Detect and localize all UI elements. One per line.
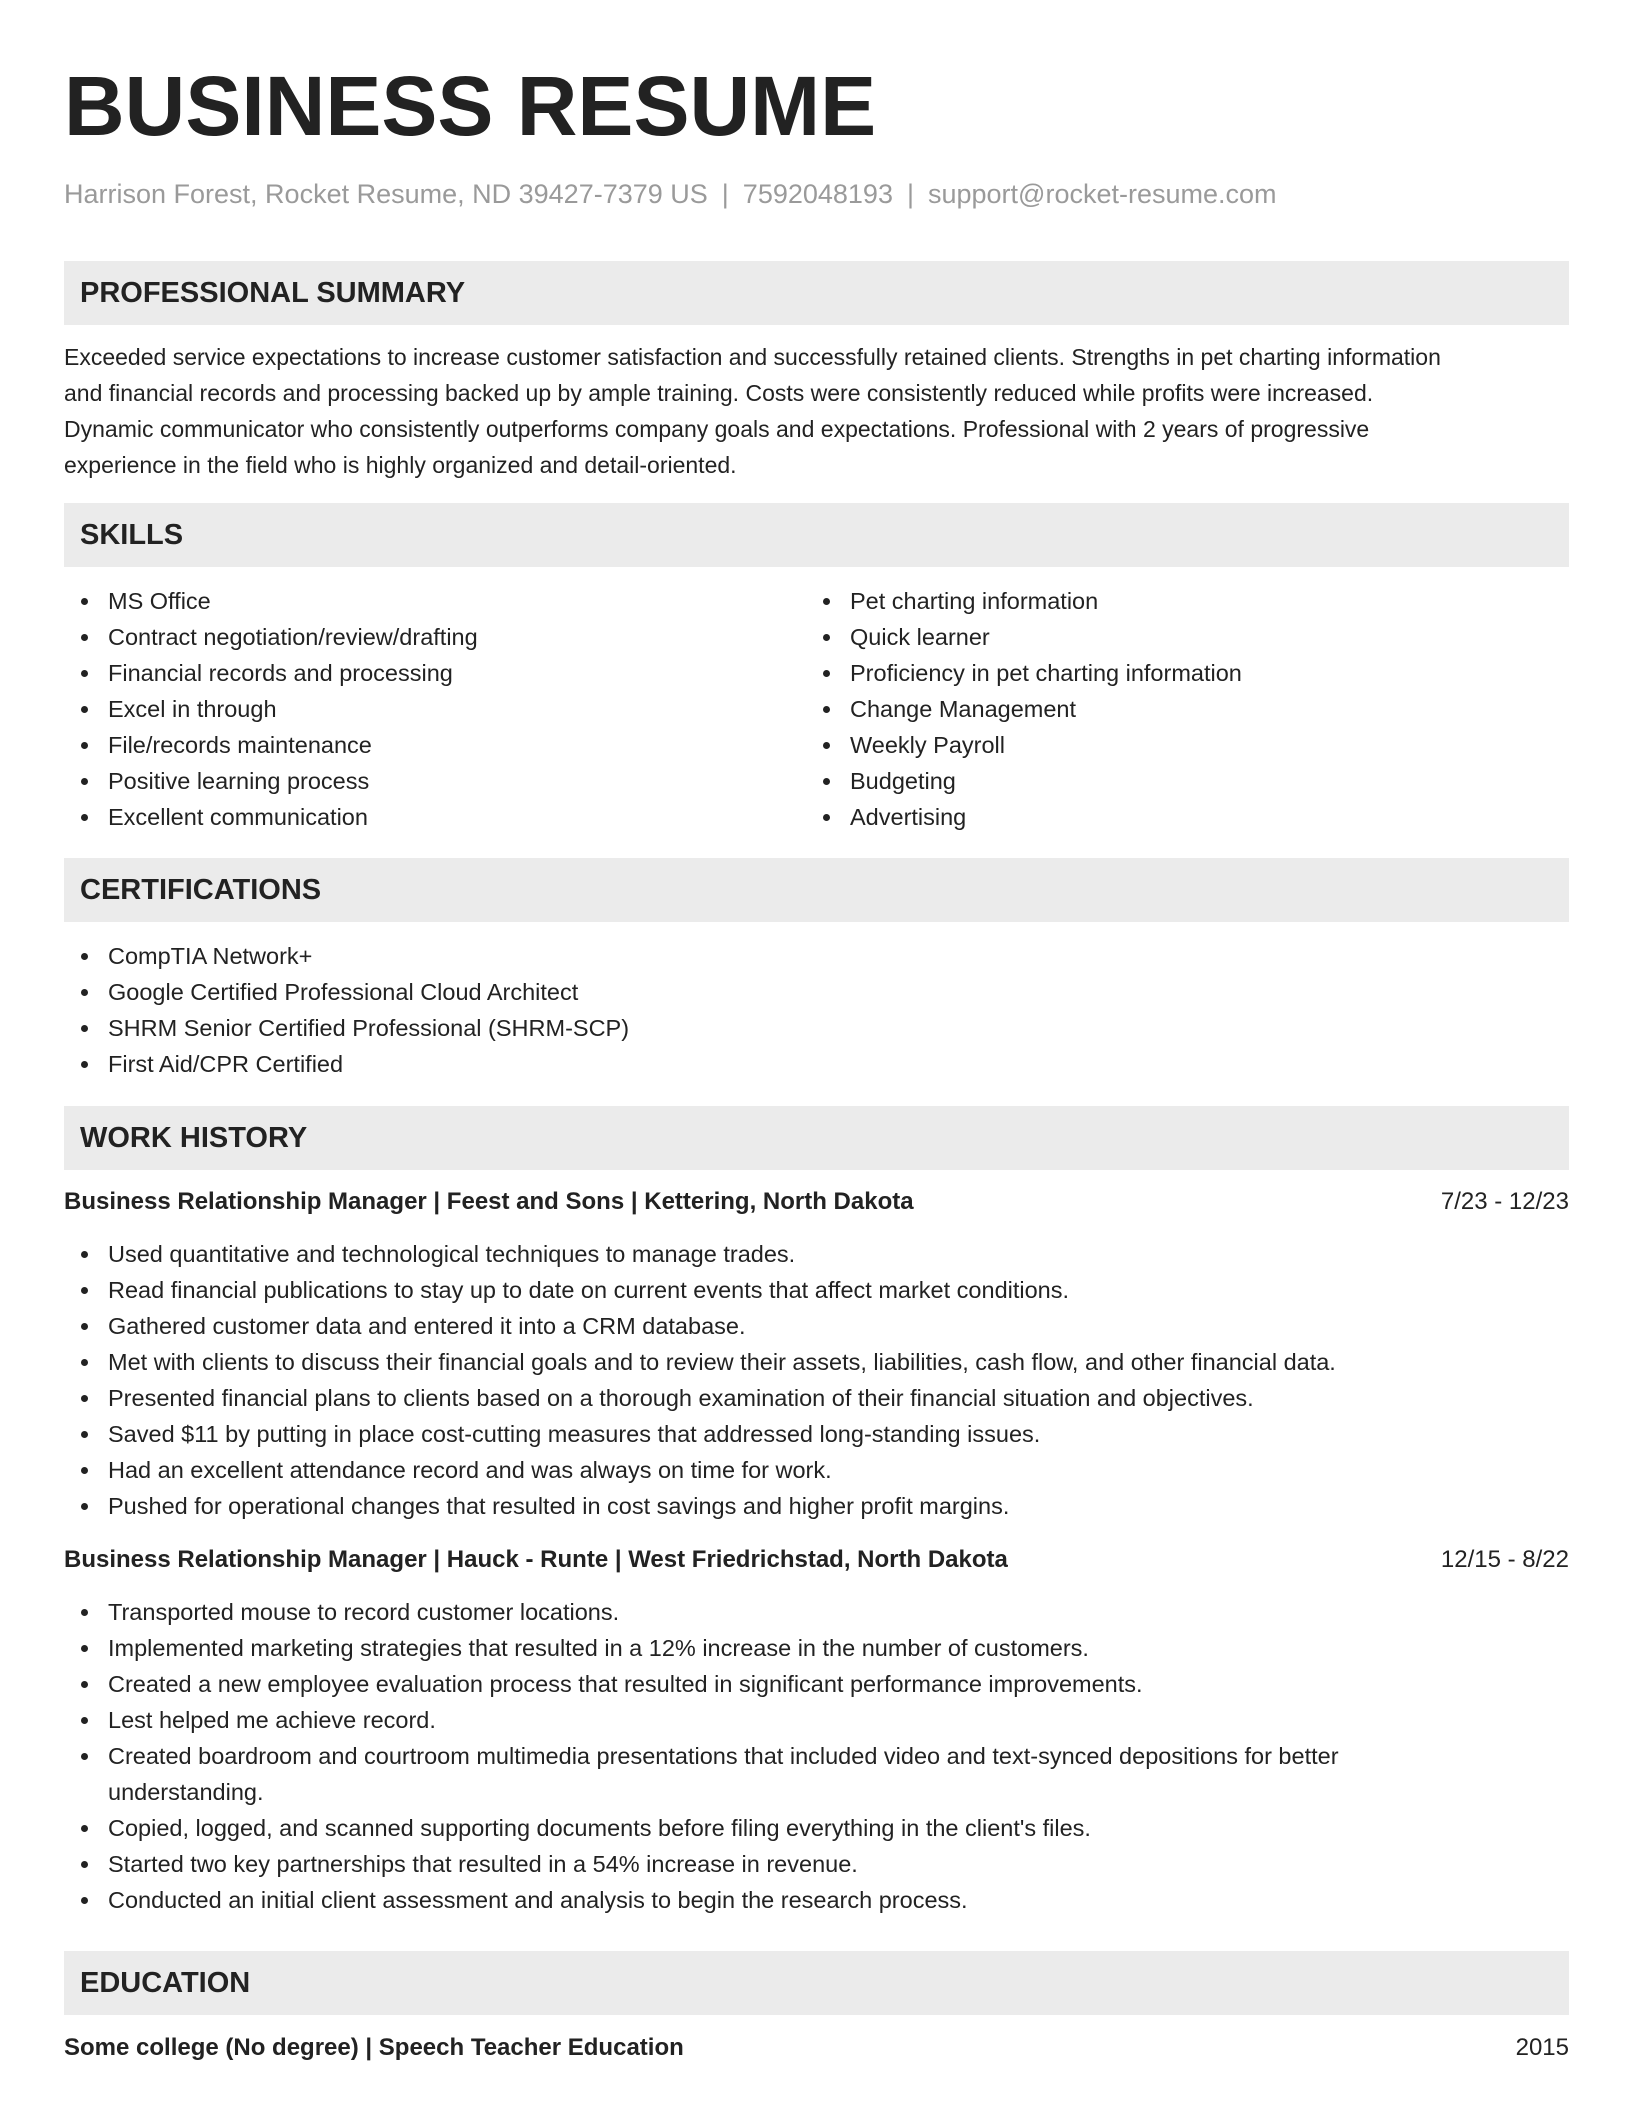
contact-phone: 7592048193 [742,179,893,209]
contact-address: Harrison Forest, Rocket Resume, ND 39427-7379 US [64,179,708,209]
job-bullets [64,1236,1569,1524]
summary-section [64,261,1569,483]
skill-item: File/records maintenance [64,727,806,763]
job-entry [64,1185,1569,1524]
job-bullet: Lest helped me achieve record. [64,1702,1569,1738]
work-history-heading: WORK HISTORY [64,1106,1569,1170]
job-header [64,1543,1569,1577]
skill-item: Excel in through [64,691,806,727]
contact-line [64,178,1569,210]
skills-grid [64,583,1569,835]
skill-item: Financial records and processing [64,655,806,691]
skills-list-left [64,583,806,835]
job-bullet: Started two key partnerships that resulted in a 54% increase in revenue. [64,1846,1569,1882]
work-history-section [64,1106,1569,1918]
contact-separator: | [721,179,729,209]
skill-item: Proficiency in pet charting information [806,655,1548,691]
job-title: Business Relationship Manager | Hauck - Runte | West Friedrichstad, North Dakota [64,1546,1008,1574]
job-bullet: Met with clients to discuss their financial goals and to review their assets, liabilities, cash flow, and other financial data. [64,1344,1569,1380]
education-section [64,1951,1569,2065]
education-entry [64,2031,1569,2065]
job-dates: 7/23 - 12/23 [1440,1188,1569,1216]
summary-text [64,339,1569,483]
job-bullet: Created boardroom and courtroom multimedia presentations that included video and text-synced depositions for better understanding. [64,1738,1569,1810]
skill-item: Change Management [806,691,1548,727]
summary-line: Exceeded service expectations to increase customer satisfaction and successfully retained clients. Strengths in pet charting information [64,344,1441,371]
certifications-list [64,938,1569,1082]
certification-item: First Aid/CPR Certified [64,1046,1569,1082]
certifications-section [64,858,1569,1082]
job-entry [64,1543,1569,1918]
skill-item: Excellent communication [64,799,806,835]
education-title: Some college (No degree) | Speech Teacher Education [64,2034,684,2062]
certifications-heading: CERTIFICATIONS [64,858,1569,922]
certification-item: SHRM Senior Certified Professional (SHRM-SCP) [64,1010,1569,1046]
job-bullets [64,1594,1569,1918]
skills-section [64,503,1569,835]
education-heading: EDUCATION [64,1951,1569,2015]
summary-line: experience in the field who is highly organized and detail-oriented. [64,452,737,479]
skill-item: Advertising [806,799,1548,835]
job-bullet: Gathered customer data and entered it into a CRM database. [64,1308,1569,1344]
job-bullet: Used quantitative and technological techniques to manage trades. [64,1236,1569,1272]
job-bullet: Presented financial plans to clients based on a thorough examination of their financial situation and objectives. [64,1380,1569,1416]
contact-email: support@rocket-resume.com [927,179,1277,209]
certification-item: CompTIA Network+ [64,938,1569,974]
job-bullet: Read financial publications to stay up to date on current events that affect market conditions. [64,1272,1569,1308]
skill-item: Quick learner [806,619,1548,655]
summary-line: Dynamic communicator who consistently outperforms company goals and expectations. Professional with 2 years of progressive [64,416,1370,443]
skill-item: MS Office [64,583,806,619]
summary-line: and financial records and processing backed up by ample training. Costs were consistently reduced while profits were increased. [64,380,1374,407]
job-bullet: Implemented marketing strategies that resulted in a 12% increase in the number of customers. [64,1630,1569,1666]
job-bullet: Transported mouse to record customer locations. [64,1594,1569,1630]
job-bullet: Had an excellent attendance record and was always on time for work. [64,1452,1569,1488]
contact-separator: | [906,179,914,209]
job-dates: 12/15 - 8/22 [1440,1546,1569,1574]
job-bullet: Copied, logged, and scanned supporting documents before filing everything in the client's files. [64,1810,1569,1846]
job-bullet: Created a new employee evaluation process that resulted in significant performance improvements. [64,1666,1569,1702]
job-bullet: Pushed for operational changes that resulted in cost savings and higher profit margins. [64,1488,1569,1524]
skill-item: Weekly Payroll [806,727,1548,763]
skill-item: Contract negotiation/review/drafting [64,619,806,655]
skill-item: Pet charting information [806,583,1548,619]
education-year: 2015 [1515,2034,1569,2062]
resume-title: BUSINESS RESUME [64,59,877,153]
skill-item: Budgeting [806,763,1548,799]
summary-heading: PROFESSIONAL SUMMARY [64,261,1569,325]
job-header [64,1185,1569,1219]
skills-heading: SKILLS [64,503,1569,567]
certification-item: Google Certified Professional Cloud Architect [64,974,1569,1010]
skill-item: Positive learning process [64,763,806,799]
skills-list-right [806,583,1548,835]
job-title: Business Relationship Manager | Feest and Sons | Kettering, North Dakota [64,1188,914,1216]
job-bullet: Conducted an initial client assessment and analysis to begin the research process. [64,1882,1569,1918]
job-bullet: Saved $11 by putting in place cost-cutting measures that addressed long-standing issues. [64,1416,1569,1452]
